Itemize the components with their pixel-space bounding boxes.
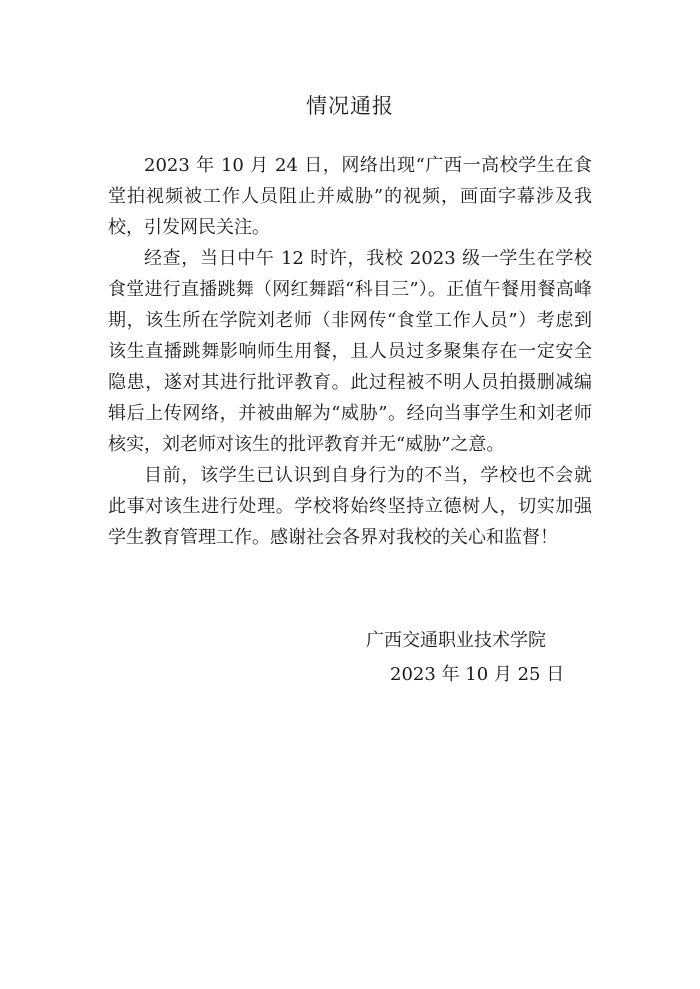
paragraph-3: 目前，该学生已认识到自身行为的不当，学校也不会就此事对该生进行处理。学校将始终坚持立德树人，切实加强学生教育管理工作。感谢社会各界对我校的关心和监督！ — [108, 465, 592, 548]
paragraph-1: 2023 年 10 月 24 日，网络出现“广西一高校学生在食堂拍视频被工作人员阻止并威胁”的视频，画面字幕涉及我校，引发网民关注。 — [108, 155, 592, 238]
paragraph-2: 经查，当日中午 12 时许，我校 2023 级一学生在学校食堂进行直播跳舞（网红舞蹈“科目三”）。正值午餐用餐高峰期，该生所在学院刘老师（非网传“食堂工作人员”）考虑到该生直播跳舞影响师生用餐，且人员过多聚集存在一定安全隐患，遂对其进行批评教育。此过程被不明人员拍摄删减编辑后上传网络，并被曲解为“威胁”。经向当事学生和刘老师核实，刘老师对该生的批评教育并无“威胁”之意。 — [108, 248, 592, 455]
signature-date: 2023 年 10 月 25 日 — [390, 664, 565, 685]
signature-organization: 广西交通职业技术学院 — [366, 630, 546, 651]
page-title: 情况通报 — [306, 94, 394, 118]
notice-body — [108, 150, 592, 553]
signature-block — [360, 624, 580, 692]
